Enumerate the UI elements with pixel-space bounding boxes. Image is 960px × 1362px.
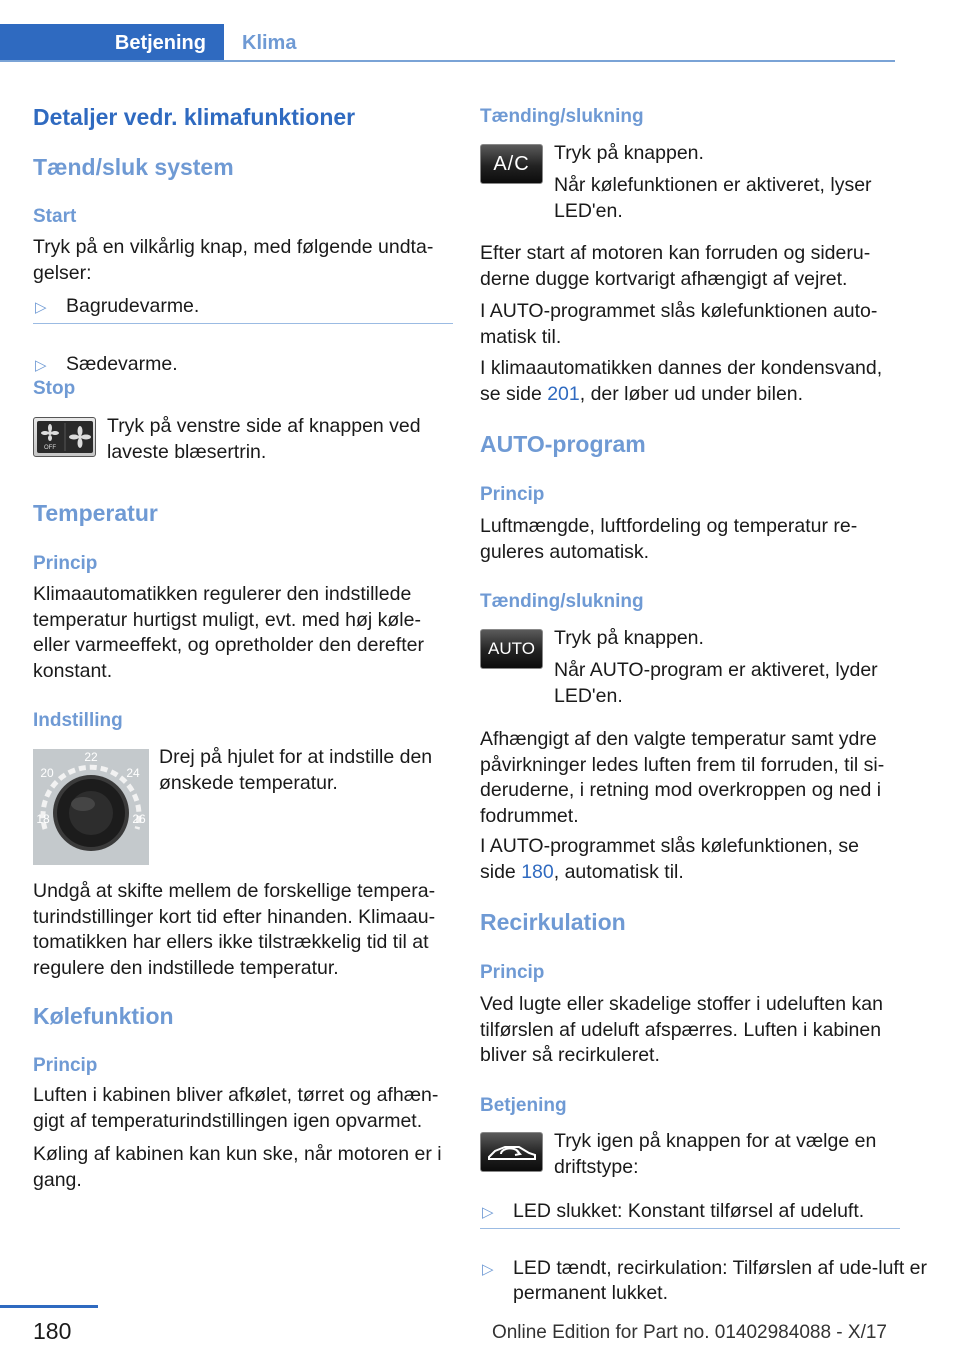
temperature-dial-icon bbox=[33, 749, 149, 865]
ac-paragraph-3: I klimaautomatikken dannes der kondensvand, se side 201, der løber ud under bilen. bbox=[480, 357, 883, 405]
recirculation-button-image bbox=[480, 1132, 543, 1172]
operate-text: Tryk igen på knappen for at vælge en driftstype: bbox=[554, 1130, 877, 1178]
section-title: Detaljer vedr. klimafunktioner bbox=[33, 104, 356, 130]
fan-off-icon bbox=[35, 419, 95, 455]
auto-paragraph-2: I AUTO-programmet slås kølefunktionen, se side 180, automatisk til. bbox=[480, 835, 859, 883]
fan-off-button-image bbox=[33, 417, 96, 457]
auto-onoff-heading: Tænding/slukning bbox=[480, 591, 644, 612]
list-item bbox=[480, 1256, 933, 1307]
setting-heading: Indstilling bbox=[33, 710, 123, 731]
setting-text: Drej på hjulet for at indstille den ønskede temperatur. bbox=[159, 746, 433, 794]
bullet-triangle-icon: ▷ bbox=[482, 1204, 494, 1221]
temperature-knob-image bbox=[33, 749, 149, 865]
footer-rule bbox=[0, 1305, 98, 1308]
stop-heading: Stop bbox=[33, 378, 76, 399]
svg-text:OFF: OFF bbox=[43, 445, 56, 451]
temp-princip-text: Klimaautomatikken regulerer den indstillede temperatur hurtigst muligt, evt. med høj køle- eller varmeeffekt, og opretholder den derefter konstant. bbox=[33, 583, 424, 682]
bullet-triangle-icon: ▷ bbox=[482, 1260, 494, 1278]
recirc-princip-text: Ved lugte eller skadelige stoffer i udeluften kan tilførslen af udeluft afspærres. Luften i kabinen bliver så recirkuleret. bbox=[480, 993, 883, 1066]
auto-text-1: Tryk på knappen. bbox=[554, 627, 704, 649]
left-column bbox=[33, 0, 453, 1191]
ac-button-label: A/C bbox=[493, 152, 530, 175]
svg-text:24: 24 bbox=[126, 766, 140, 780]
svg-text:26: 26 bbox=[132, 812, 146, 826]
cool-princip-heading: Princip bbox=[33, 1055, 98, 1076]
list-item bbox=[33, 352, 486, 378]
auto-princip-heading: Princip bbox=[480, 484, 545, 505]
recirculation-car-icon bbox=[485, 1139, 539, 1165]
ac-text-1: Tryk på knappen. bbox=[554, 142, 704, 164]
list-separator bbox=[480, 1228, 900, 1229]
auto-princip-text: Luftmængde, luftfordeling og temperatur re-guleres automatisk. bbox=[480, 515, 858, 563]
svg-text:20: 20 bbox=[40, 766, 54, 780]
cool-paragraph-1: Luften i kabinen bliver afkølet, tørret og afhæn-gigt af temperaturindstillingen igen opvarmet. bbox=[33, 1084, 439, 1132]
system-heading: Tænd/sluk system bbox=[33, 154, 234, 180]
list-item bbox=[33, 294, 486, 320]
auto-button-label: AUTO bbox=[488, 639, 535, 658]
ac-onoff-heading: Tænding/slukning bbox=[480, 106, 644, 127]
page-number: 180 bbox=[33, 1318, 72, 1344]
tab-klima[interactable]: Klima bbox=[242, 32, 297, 54]
auto-text-2: Når AUTO-program er aktiveret, lyder LED'en. bbox=[554, 659, 878, 707]
ac-paragraph-1: Efter start af motoren kan forruden og sideru-derne dugge kortvarigt afhængigt af vejret. bbox=[480, 242, 871, 290]
list-item-text: LED slukket: Konstant tilførsel af udeluft. bbox=[513, 1200, 865, 1222]
start-heading: Start bbox=[33, 206, 77, 227]
cool-paragraph-2: Køling af kabinen kan kun ske, når motoren er i gang. bbox=[33, 1143, 442, 1191]
avoid-text: Undgå at skifte mellem de forskellige tempera-turindstillinger kort tid efter hinanden. Klimaau-tomatikken har ellers ikke tilstrækkelig tid til at regulere den indstillede temperatur. bbox=[33, 880, 436, 979]
online-edition-note: Online Edition for Part no. 01402984088 - X/17 bbox=[491, 1322, 887, 1343]
page-link-180[interactable]: 180 bbox=[521, 860, 554, 883]
list-separator bbox=[33, 323, 453, 324]
auto-heading: AUTO-program bbox=[480, 431, 646, 457]
bullet-triangle-icon: ▷ bbox=[35, 356, 47, 374]
cooling-heading: Kølefunktion bbox=[33, 1003, 174, 1029]
recirc-princip-heading: Princip bbox=[480, 962, 545, 983]
ac-paragraph-2: I AUTO-programmet slås kølefunktionen auto-matisk til. bbox=[480, 300, 878, 348]
svg-text:22: 22 bbox=[84, 750, 98, 764]
operate-heading: Betjening bbox=[480, 1095, 567, 1116]
temp-princip-heading: Princip bbox=[33, 553, 98, 574]
auto-paragraph-1: Afhængigt af den valgte temperatur samt ydre påvirkninger ledes luften frem til forruden, til si-deruderne, i retning mod overkroppen og ned i fodrummet. bbox=[480, 728, 885, 827]
right-column bbox=[480, 0, 928, 1304]
stop-text: Tryk på venstre side af knappen ved laveste blæsertrin. bbox=[107, 415, 421, 463]
list-item-text: Sædevarme. bbox=[66, 352, 178, 375]
svg-text:18: 18 bbox=[36, 812, 50, 826]
page-link-201[interactable]: 201 bbox=[547, 382, 580, 405]
ac-text-2: Når kølefunktionen er aktiveret, lyser LED'en. bbox=[554, 174, 872, 222]
list-item-text: Bagrudevarme. bbox=[66, 295, 200, 317]
list-item bbox=[480, 1199, 933, 1225]
bullet-triangle-icon: ▷ bbox=[35, 299, 47, 316]
list-item-text: LED tændt, recirkulation: Tilførslen af ude-luft er permanent lukket. bbox=[513, 1256, 928, 1304]
recirculation-heading: Recirkulation bbox=[480, 909, 626, 935]
start-text: Tryk på en vilkårlig knap, med følgende undta-gelser: bbox=[33, 236, 434, 284]
temperature-heading: Temperatur bbox=[33, 500, 158, 526]
tab-betjening[interactable]: Betjening bbox=[0, 24, 224, 62]
